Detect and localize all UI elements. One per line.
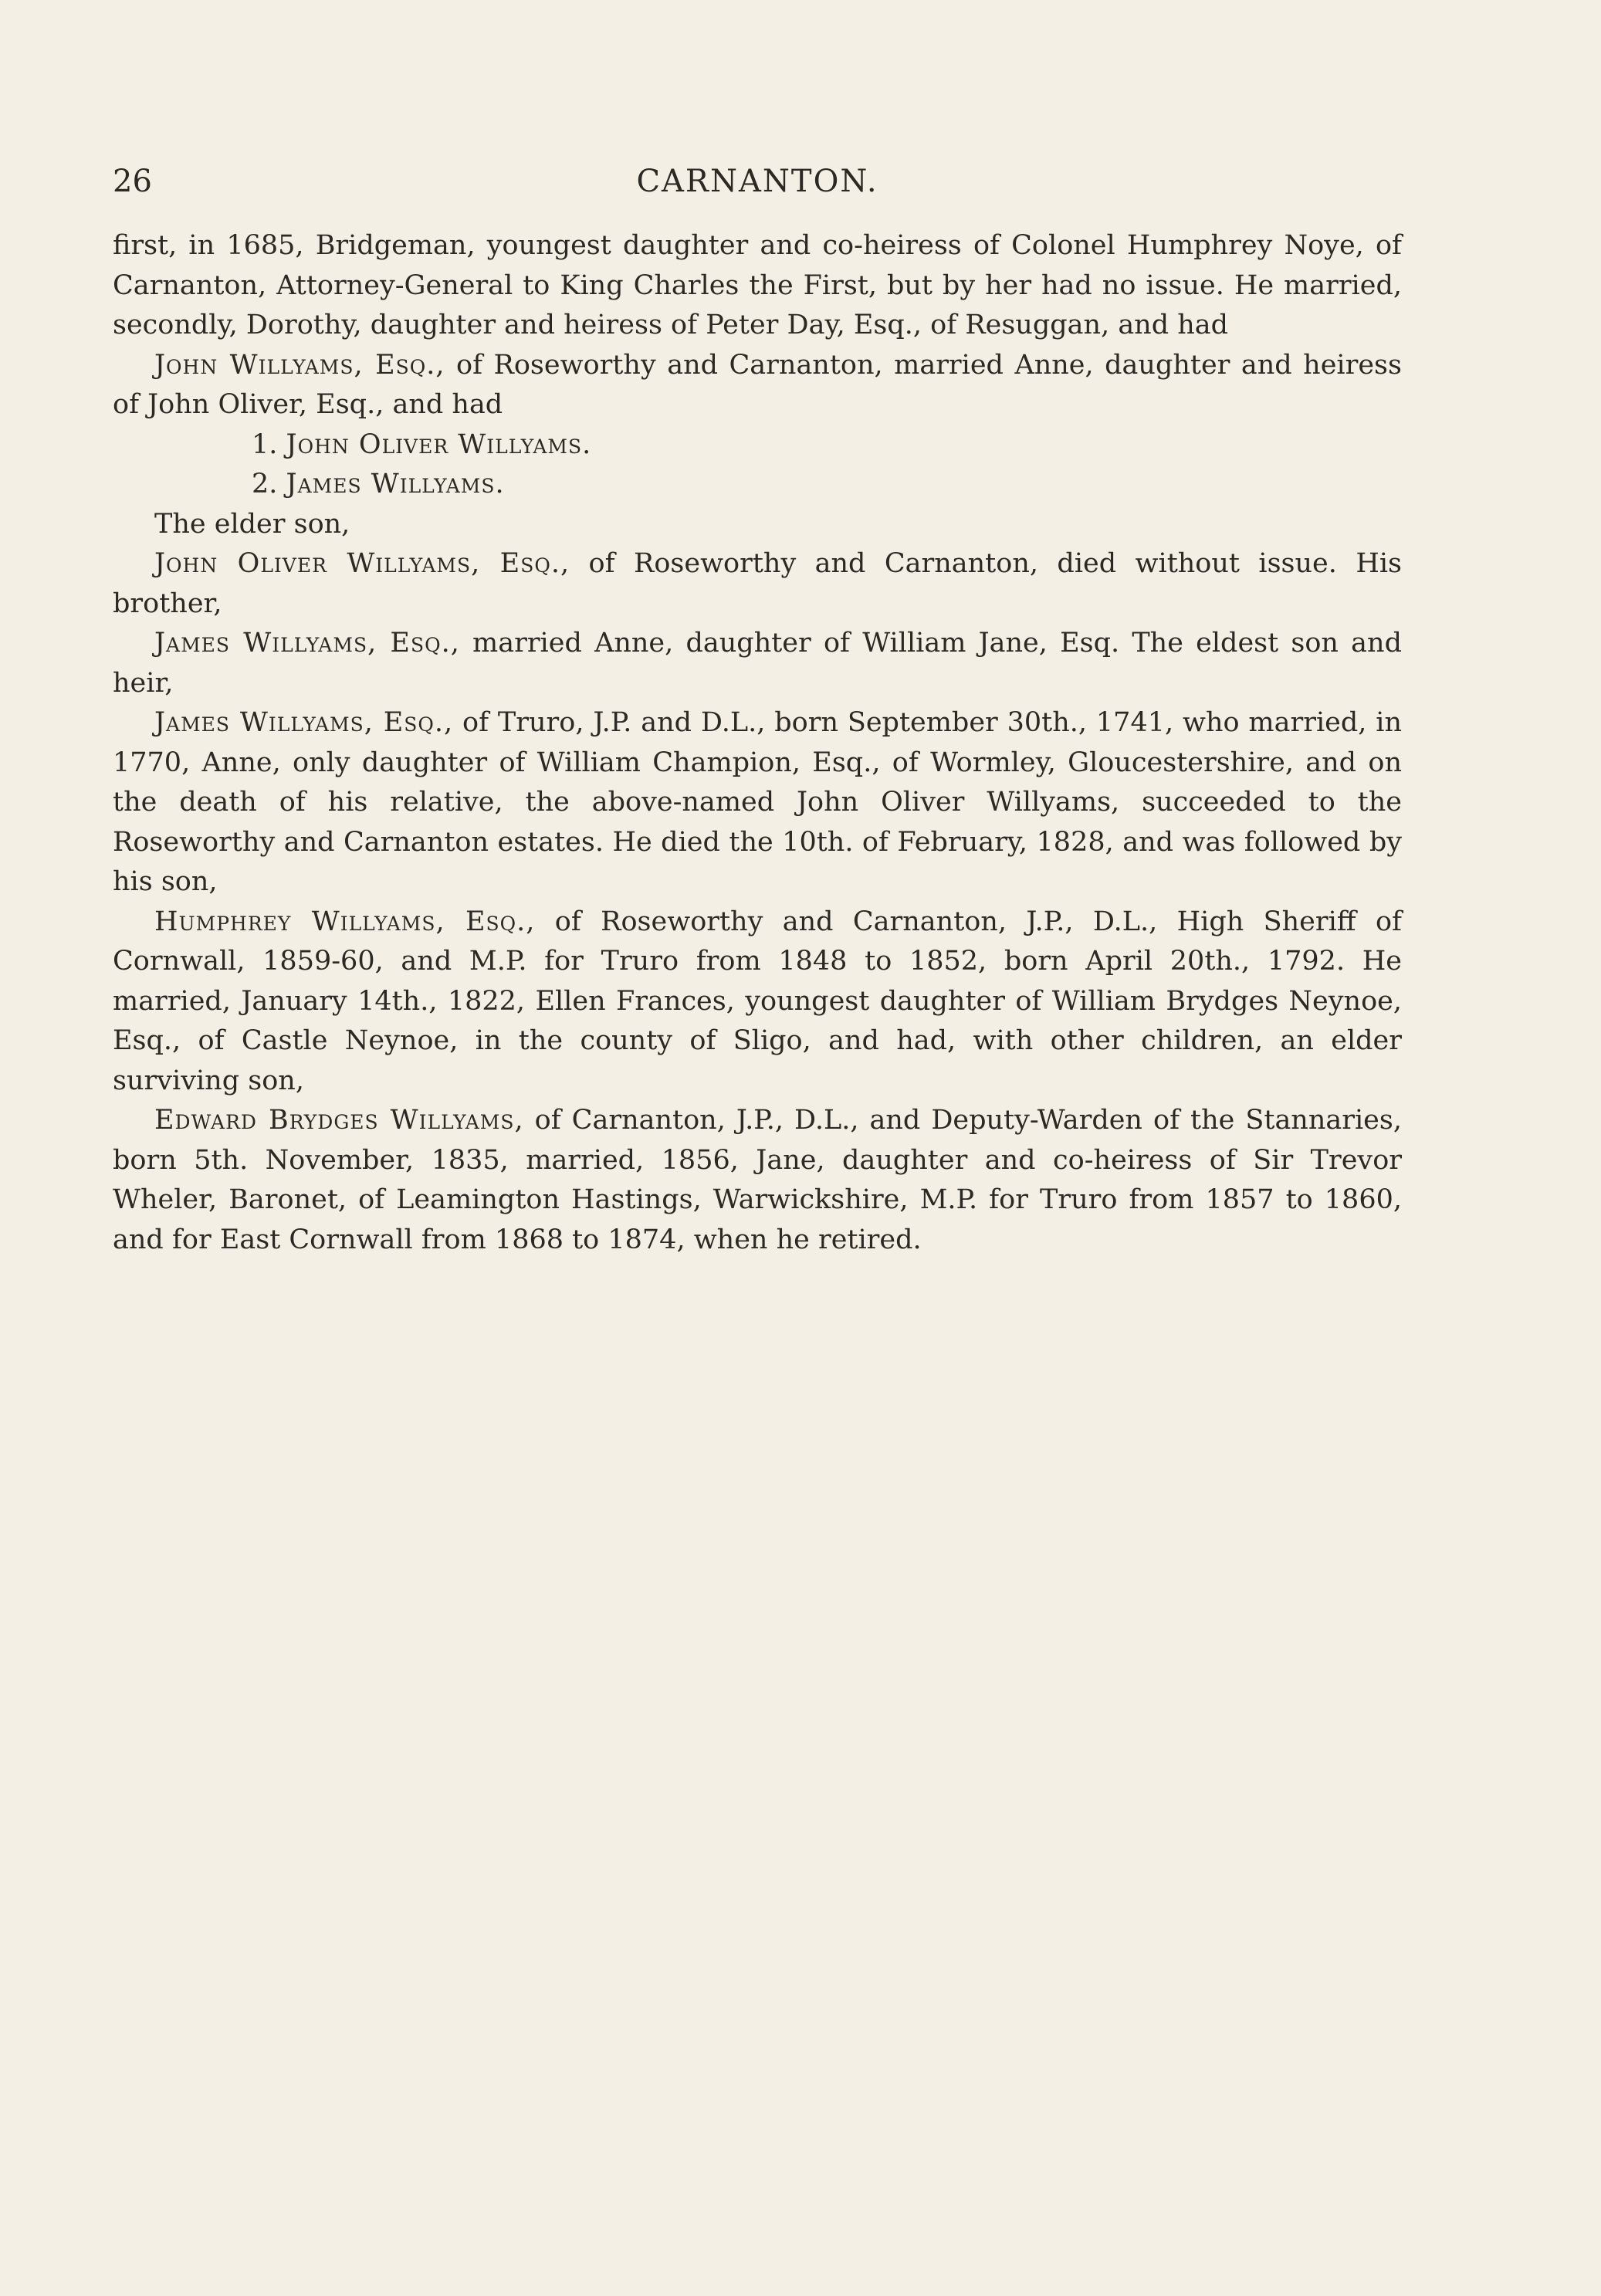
paragraph-text: of Truro, J.P. and D.L., born September 30th., 1741, who married, in 1770, Anne, only daughter of William Champion, Esq., of Wormley, Gloucestershire, and on the death of his relative, the above-named John Oliver Willyams, succeeded to the Roseworthy and Carnanton estates. He died the 10th. of February, 1828, and was followed by his son, xyxy=(113,707,1402,897)
person-name: Humphrey Willyams, Esq., xyxy=(154,906,536,937)
list-number: 2. xyxy=(252,469,278,499)
list-item xyxy=(113,425,1402,466)
page-number: 26 xyxy=(113,164,152,199)
body-text xyxy=(113,226,1402,1260)
paragraph-elder-son: The elder son, xyxy=(154,508,350,540)
person-name: James Willyams, Esq., xyxy=(154,707,454,738)
person-name: John Willyams, Esq., xyxy=(154,349,445,381)
paragraph-john-willyams xyxy=(113,346,1402,425)
list-item xyxy=(113,465,1402,505)
paragraph-james-willyams-truro xyxy=(113,703,1402,902)
running-head xyxy=(113,158,1402,205)
paragraph-humphrey-willyams xyxy=(113,902,1402,1102)
paragraph-text: of Carnanton, J.P., D.L., and Deputy-Warden of the Stannaries, born 5th. November, 1835, married, 1856, Jane, daughter and co-heiress of Sir Trevor Wheler, Baronet, of Leamington Hastings, Warwickshire, M.P. for Truro from 1857 to 1860, and for East Cornwall from 1868 to 1874, when he retired. xyxy=(113,1105,1402,1255)
paragraph-edward-brydges-willyams xyxy=(113,1101,1402,1260)
person-name: James Willyams. xyxy=(286,469,505,499)
person-name: Edward Brydges Willyams, xyxy=(154,1105,524,1136)
person-name: John Oliver Willyams, Esq., xyxy=(154,548,570,579)
paragraph-text: of Roseworthy and Carnanton, married Anne, daughter and heiress of John Oliver, Esq., and had xyxy=(113,349,1402,420)
list-number: 1. xyxy=(252,428,278,460)
paragraph-james-willyams xyxy=(113,624,1402,703)
running-title: CARNANTON. xyxy=(636,164,878,199)
paragraph-text: married Anne, daughter of William Jane, Esq. The eldest son and heir, xyxy=(113,628,1402,699)
paragraph-text: of Roseworthy and Carnanton, died without issue. His brother, xyxy=(113,548,1402,619)
paragraph-continued: first, in 1685, Bridgeman, youngest daughter and co-heiress of Colonel Humphrey Noye, of Carnanton, Attorney-General to King Charles the First, but by her had no issue. He married, secondly, Dorothy, daughter and heiress of Peter Day, Esq., of Resuggan, and had xyxy=(113,230,1402,340)
person-name: James Willyams, Esq., xyxy=(154,628,460,659)
paragraph-text: of Roseworthy and Carnanton, J.P., D.L., High Sheriff of Cornwall, 1859-60, and M.P. for Truro from 1848 to 1852, born April 20th., 1792. He married, January 14th., 1822, Ellen Frances, youngest daughter of William Brydges Neynoe, Esq., of Castle Neynoe, in the county of Sligo, and had, with other children, an elder surviving son, xyxy=(113,906,1402,1096)
paragraph-john-oliver-willyams xyxy=(113,544,1402,624)
person-name: John Oliver Willyams. xyxy=(286,428,592,460)
